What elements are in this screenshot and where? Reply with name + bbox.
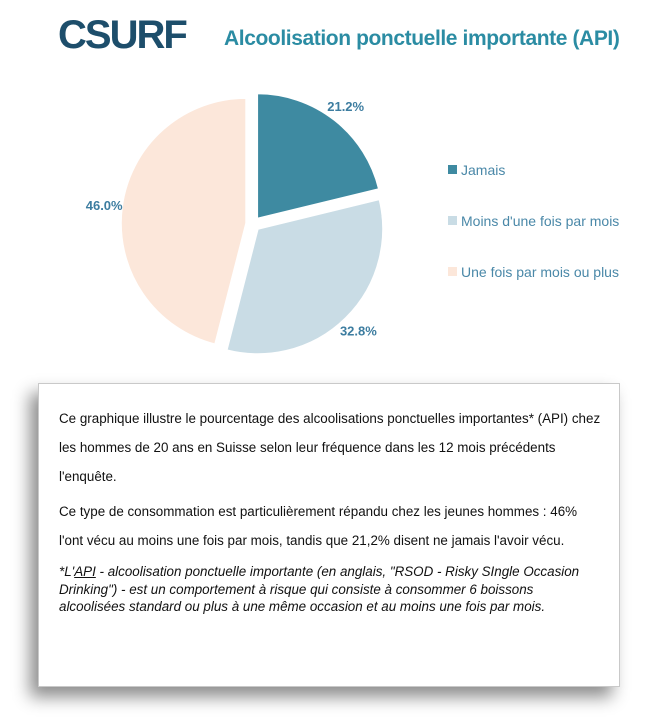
legend-moins-une-fois-par-mois	[448, 213, 619, 229]
label-une-fois-par-mois-ou-plus: 46.0%	[85, 198, 123, 214]
logo-text: CSURF	[58, 13, 186, 56]
legend-jamais-swatch	[448, 165, 457, 174]
legend-jamais-text: Jamais	[461, 162, 506, 178]
footnote-abbreviation: API	[74, 564, 96, 579]
legend-moins-une-fois-par-mois-text: Moins d'une fois par mois	[461, 213, 620, 229]
csurf-logo	[58, 12, 208, 56]
label-jamais: 21.2%	[327, 99, 365, 115]
legend-jamais	[448, 162, 505, 178]
description-paragraph-2: Ce type de consommation est particulièrement répandu chez les jeunes hommes : 46% l'ont vécu au moins une fois par mois, tandis que 21,2% disent ne jamais l'avoir vécu.	[59, 504, 578, 548]
slice-une-fois-par-mois-ou-plus	[121, 98, 246, 344]
footnote-text: - alcoolisation ponctuelle importante (en anglais, "RSOD - Risky SIngle Occasion Drinking") - est un comportement à risque qui consiste à consommer 6 boissons alcoolisées standard ou plus à une même occasion et au moins une fois par mois.	[59, 564, 580, 614]
api-footnote	[59, 563, 601, 616]
description-paragraph-1: Ce graphique illustre le pourcentage des alcoolisations ponctuelles importantes* (API) chez les hommes de 20 ans en Suisse selon leur fréquence dans les 12 mois précédents l'enquête.	[59, 411, 601, 484]
pie-slices	[121, 93, 383, 353]
label-moins-une-fois-par-mois: 32.8%	[339, 323, 377, 339]
legend-moins-une-fois-par-mois-swatch	[448, 216, 457, 225]
footnote-prefix: *L'	[59, 564, 75, 579]
page-title: Alcoolisation ponctuelle importante (API)	[224, 27, 620, 50]
legend-une-fois-par-mois-ou-plus-swatch	[448, 267, 457, 276]
legend-une-fois-par-mois-ou-plus-text: Une fois par mois ou plus	[461, 264, 619, 280]
pie-chart	[0, 70, 663, 370]
chart-legend	[448, 162, 619, 280]
description-box	[38, 383, 620, 687]
legend-une-fois-par-mois-ou-plus	[448, 264, 619, 280]
